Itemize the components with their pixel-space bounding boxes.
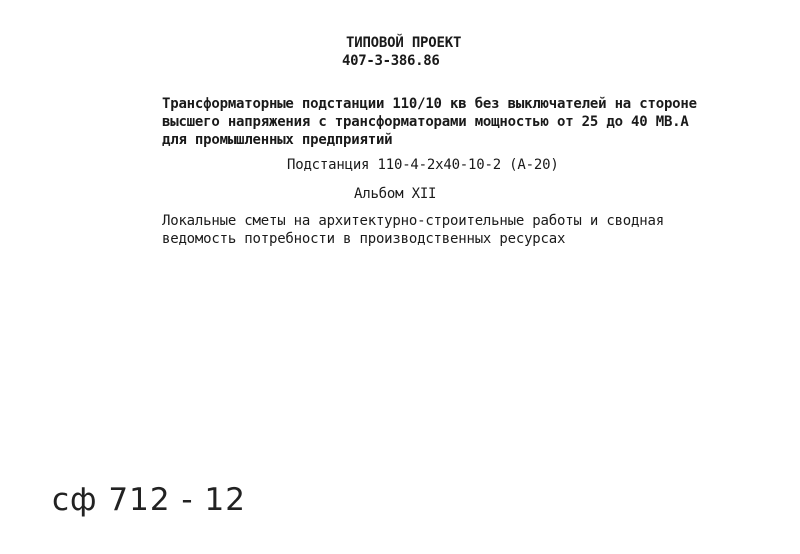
description-line-2: высшего напряжения с трансформаторами мощностью от 25 до 40 МВ.А <box>162 114 689 130</box>
album-number: Альбом XII <box>354 186 437 202</box>
project-number: 407-3-386.86 <box>342 53 440 69</box>
handwritten-archive-code: сф 712 - 12 <box>52 482 246 518</box>
description-line-3: для промышленных предприятий <box>162 132 393 148</box>
content-line-2: ведомость потребности в производственных ресурсах <box>162 231 566 247</box>
description-line-1: Трансформаторные подстанции 110/10 кв без выключателей на стороне <box>162 96 697 112</box>
content-line-1: Локальные сметы на архитектурно-строительные работы и сводная <box>162 213 664 229</box>
substation-designation: Подстанция 110-4-2х40-10-2 (А-20) <box>287 157 559 173</box>
document-title: ТИПОВОЙ ПРОЕКТ <box>346 35 462 51</box>
